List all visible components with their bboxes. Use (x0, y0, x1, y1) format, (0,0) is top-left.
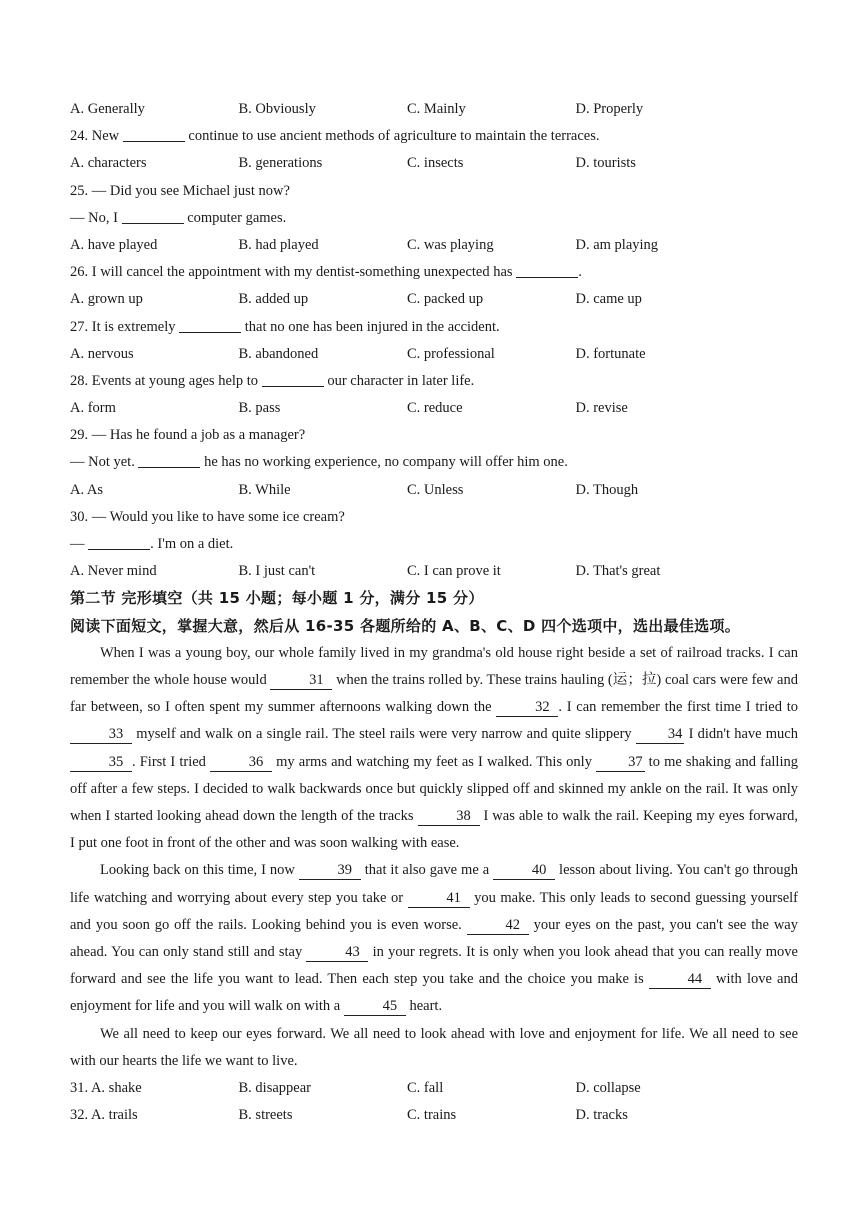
blank-36[interactable]: 36 (210, 753, 272, 772)
blank-41[interactable]: 41 (408, 889, 470, 908)
blank-34[interactable]: 34 (636, 725, 685, 744)
question-28 (70, 368, 800, 395)
option-d[interactable]: D. fortunate (575, 345, 646, 362)
blank-40[interactable]: 40 (493, 861, 555, 880)
question-text: 28. Events at young ages help to (70, 372, 262, 389)
passage-text: I was able to walk the rail. Keeping my eyes forward, I put one foot in front of the other and was soon walking with ease. (70, 807, 798, 852)
passage-text: when the trains rolled by. These trains hauling (运；拉) coal cars were few and far between, so I often spent my summer afternoons walking down the (70, 671, 798, 716)
option-d[interactable]: D. collapse (575, 1080, 641, 1096)
option-b[interactable]: B. Obviously (238, 101, 316, 117)
blank-33[interactable]: 33 (70, 725, 132, 744)
option-b[interactable]: B. had played (238, 236, 319, 253)
option-c[interactable]: C. packed up (407, 291, 484, 308)
blank-37[interactable]: 37 (596, 753, 645, 772)
blank-35[interactable]: 35 (70, 753, 132, 772)
question-text: 26. I will cancel the appointment with my dentist-something unexpected has (70, 264, 517, 281)
question-text: continue to use ancient methods of agriculture to maintain the terraces. (184, 128, 600, 145)
option-b[interactable]: B. I just can't (238, 563, 316, 580)
blank-38[interactable]: 38 (418, 807, 480, 826)
option-c[interactable]: C. reduce (407, 400, 463, 417)
passage-paragraph-1 (70, 640, 798, 858)
question-text: 27. It is extremely (70, 318, 180, 335)
passage-text: I didn't have much (684, 726, 798, 743)
question-24 (70, 123, 800, 150)
option-b[interactable]: B. streets (238, 1107, 293, 1124)
option-b[interactable]: B. disappear (238, 1080, 311, 1096)
blank-39[interactable]: 39 (299, 861, 361, 880)
option-a[interactable]: A. Generally (70, 101, 145, 117)
question-text: . I'm on a diet. (150, 536, 234, 552)
passage-text: Looking back on this time, I now (100, 862, 299, 879)
option-c[interactable]: C. professional (407, 345, 495, 362)
answer-blank[interactable] (179, 316, 241, 333)
question-text: 24. New (70, 128, 123, 145)
question-text: — (70, 536, 89, 552)
q26-options (70, 286, 800, 313)
question-text: — Not yet. (70, 454, 139, 471)
option-a[interactable]: 31. A. shake (70, 1080, 142, 1096)
question-text: . (578, 264, 582, 281)
blank-44[interactable]: 44 (649, 970, 711, 989)
option-a[interactable]: A. form (70, 400, 116, 417)
answer-blank[interactable] (88, 533, 150, 550)
option-a[interactable]: A. grown up (70, 291, 143, 308)
option-a[interactable]: A. characters (70, 155, 147, 172)
passage-text: to me shaking and falling off after a few steps. I decided to walk backwards once but quickly slipped off and skinned my ankle on the rail. It was only when I started looking ahead down the length of the tracks (70, 753, 798, 824)
question-text: computer games. (183, 209, 287, 226)
passage-paragraph-3: We all need to keep our eyes forward. We all need to look ahead with love and enjoyment for life. We all need to see with our hearts the life we want to live. (70, 1025, 798, 1069)
q24-options (70, 150, 800, 177)
question-text: our character in later life. (323, 372, 475, 389)
section-title: 第二节 完形填空（共 15 小题；每小题 1 分，满分 15 分） (70, 589, 484, 608)
q23-options (70, 96, 800, 123)
question-text: he has no working experience, no company will offer him one. (200, 454, 568, 471)
option-d[interactable]: D. came up (575, 291, 642, 308)
question-30-reply (70, 531, 800, 558)
q28-options (70, 395, 800, 422)
option-c[interactable]: C. I can prove it (407, 563, 501, 580)
option-a[interactable]: A. As (70, 481, 104, 498)
option-a[interactable]: A. nervous (70, 345, 134, 362)
passage-text: with love and enjoyment for life and you will walk on with a (70, 971, 798, 1015)
option-d[interactable]: D. am playing (575, 236, 659, 253)
option-c[interactable]: C. was playing (407, 236, 494, 253)
question-25: 25. — Did you see Michael just now? (70, 182, 290, 199)
option-d[interactable]: D. That's great (575, 563, 661, 580)
cloze-passage (70, 640, 798, 1075)
blank-31[interactable]: 31 (270, 671, 332, 690)
question-text: — No, I (70, 209, 122, 226)
passage-text: you make. This only leads to second guessing yourself and you soon go off the rails. Looking behind you is even worse. (70, 889, 799, 933)
option-d[interactable]: D. Properly (575, 101, 644, 117)
option-c[interactable]: C. fall (407, 1080, 444, 1096)
option-b[interactable]: B. generations (238, 155, 323, 172)
option-a[interactable]: A. have played (70, 236, 158, 253)
question-30: 30. — Would you like to have some ice cream? (70, 508, 345, 525)
answer-blank[interactable] (123, 125, 185, 142)
question-25-reply (70, 205, 800, 232)
blank-43[interactable]: 43 (306, 943, 368, 962)
option-b[interactable]: B. pass (238, 400, 281, 417)
blank-32[interactable]: 32 (496, 698, 558, 717)
section-instruction: 阅读下面短文，掌握大意，然后从 16-35 各题所给的 A、B、C、D 四个选项中，选出最佳选项。 (70, 616, 741, 635)
passage-text: heart. (405, 998, 443, 1015)
passage-text: myself and walk on a single rail. The steel rails were very narrow and quite slippery (132, 726, 636, 743)
question-27 (70, 314, 800, 341)
question-text: that no one has been injured in the accident. (241, 318, 500, 335)
passage-paragraph-2 (70, 857, 798, 1020)
passage-text: lesson about living. You can't go through life watching and worrying about every step you take or (70, 862, 798, 906)
option-c[interactable]: C. Mainly (407, 101, 466, 117)
blank-45[interactable]: 45 (344, 997, 406, 1016)
q31-options (70, 1075, 800, 1102)
q32-options (70, 1102, 800, 1129)
q25-options (70, 232, 800, 259)
passage-text: that it also gave me a (360, 862, 494, 879)
q29-options (70, 477, 800, 504)
question-29: 29. — Has he found a job as a manager? (70, 427, 306, 444)
q27-options (70, 341, 800, 368)
answer-blank[interactable] (138, 451, 200, 468)
answer-blank[interactable] (516, 261, 578, 278)
blank-42[interactable]: 42 (467, 916, 529, 935)
question-29-reply (70, 449, 800, 476)
option-a[interactable]: 32. A. trails (70, 1107, 138, 1124)
question-26 (70, 259, 800, 286)
option-d[interactable]: D. revise (575, 400, 628, 417)
option-d[interactable]: D. tracks (575, 1107, 628, 1124)
passage-text: When I was a young boy, our whole family lived in my grandma's old house right beside a set of railroad tracks. I can remember the whole house would (70, 644, 798, 688)
option-c[interactable]: C. trains (407, 1107, 457, 1124)
passage-text: . First I tried (132, 753, 211, 770)
option-b[interactable]: B. While (238, 481, 291, 498)
answer-blank[interactable] (122, 207, 184, 224)
passage-text: . I can remember the first time I tried to (558, 699, 798, 716)
option-d[interactable]: D. Though (575, 481, 639, 498)
option-b[interactable]: B. added up (238, 291, 309, 308)
option-d[interactable]: D. tourists (575, 155, 636, 172)
passage-text: in your regrets. It is only when you look ahead that you can really move forward and see the life you want to lead. Then each step you take and the choice you make is (70, 943, 798, 988)
option-b[interactable]: B. abandoned (238, 345, 319, 362)
page-content (70, 96, 800, 1129)
option-a[interactable]: A. Never mind (70, 563, 157, 580)
passage-text: my arms and watching my feet as I walked. This only (272, 753, 597, 770)
passage-text: your eyes on the past, you can't see the way ahead. You can only stand still and stay (70, 916, 798, 960)
answer-blank[interactable] (262, 370, 324, 387)
option-c[interactable]: C. Unless (407, 481, 464, 498)
option-c[interactable]: C. insects (407, 155, 464, 172)
q30-options (70, 558, 800, 585)
